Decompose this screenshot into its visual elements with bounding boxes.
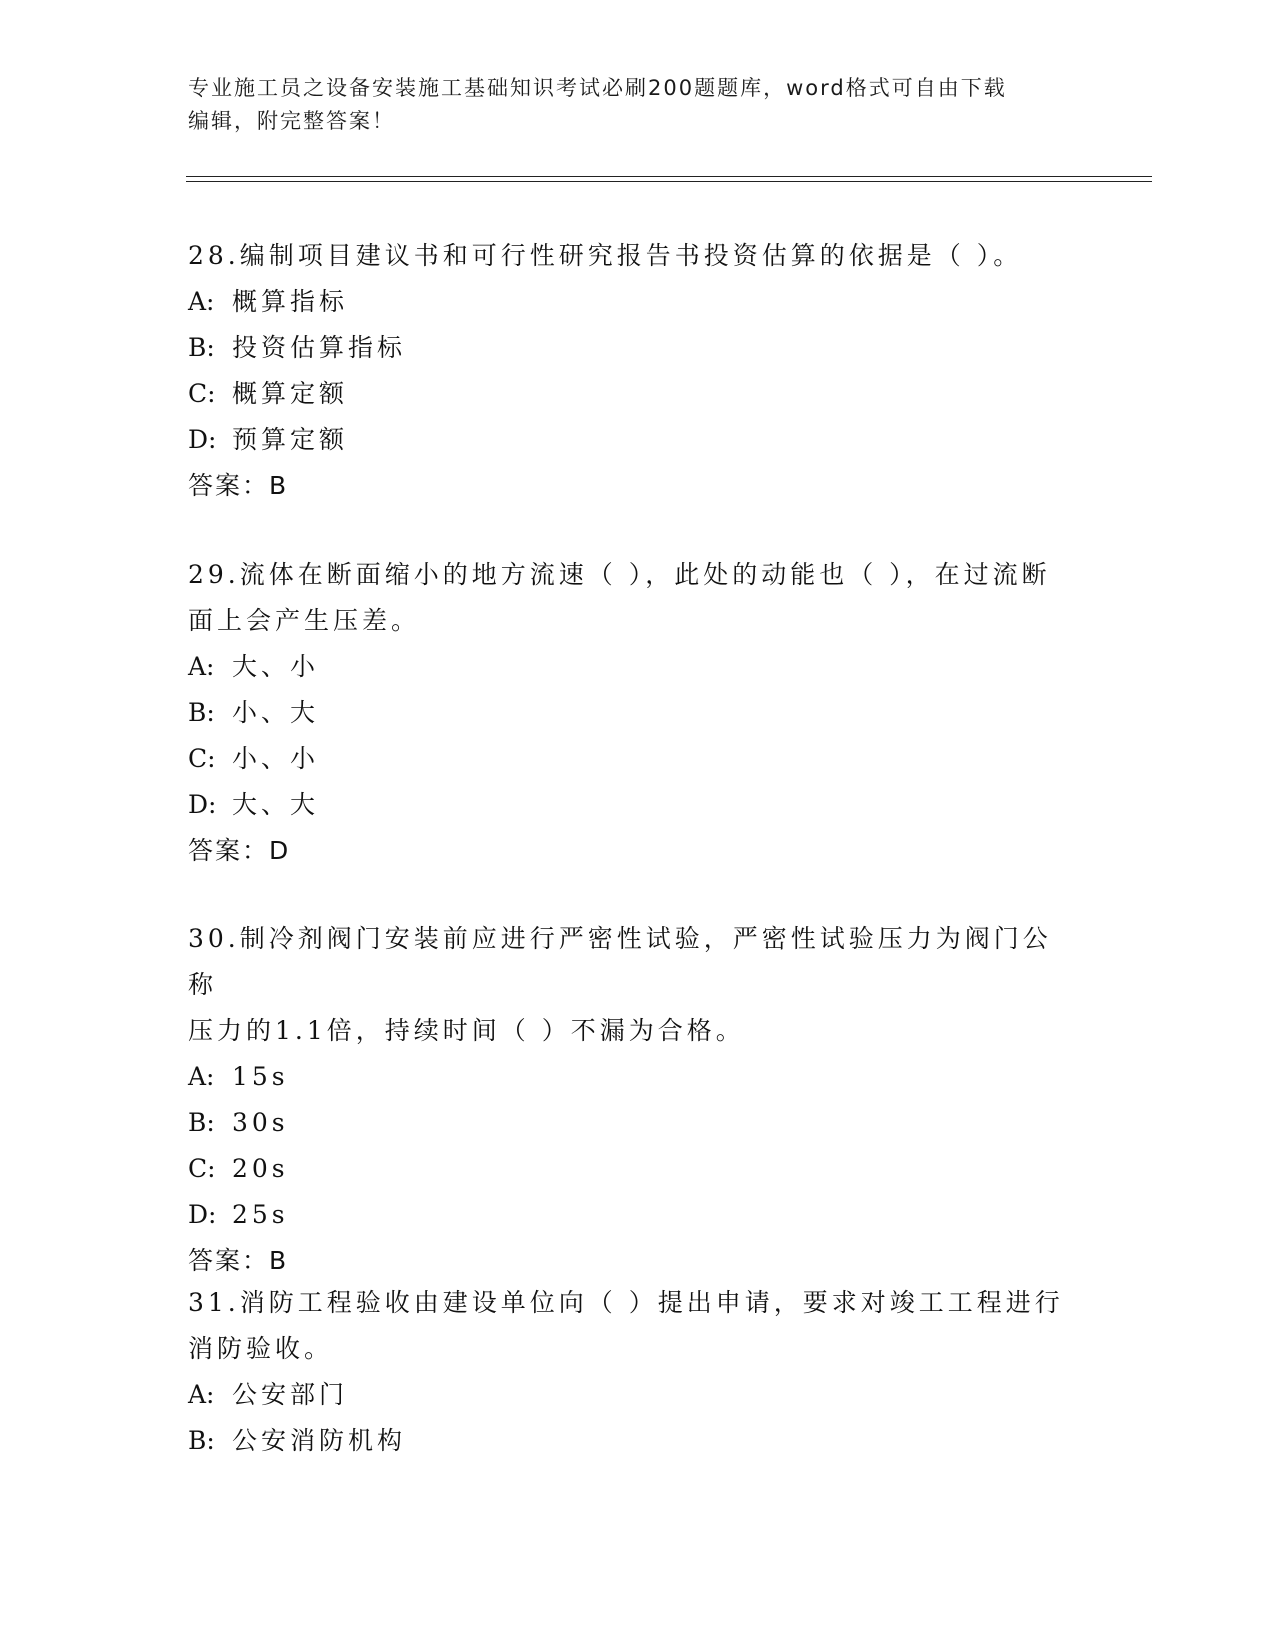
question-30	[188, 916, 1078, 1284]
option-text: 30s	[232, 1108, 289, 1137]
question-29	[188, 552, 1078, 874]
option-key: D:	[188, 1200, 217, 1229]
question-stem-line-1: 31.消防工程验收由建设单位向（ ）提出申请，要求对竣工工程进行	[188, 1288, 1064, 1317]
option-key: A:	[188, 1380, 215, 1409]
option-key: B:	[188, 333, 215, 362]
option-key: B:	[188, 1108, 215, 1137]
option-b	[188, 1418, 1078, 1464]
option-text: 15s	[232, 1062, 289, 1091]
option-text: 公安部门	[232, 1380, 349, 1409]
option-text: 投资估算指标	[232, 333, 407, 362]
option-a	[188, 1054, 1078, 1100]
question-stem-line-1: 29.流体在断面缩小的地方流速（ ），此处的动能也（ ），在过流断	[188, 560, 1051, 589]
option-key: B:	[188, 698, 215, 727]
option-text: 20s	[232, 1154, 289, 1183]
option-text: 小、大	[232, 698, 320, 727]
option-text: 小、小	[232, 744, 320, 773]
header-title-line-2: 编辑，附完整答案！	[188, 109, 395, 133]
option-text: 概算定额	[232, 379, 349, 408]
answer-label: 答案：B	[188, 471, 289, 500]
header-title-line-1: 专业施工员之设备安装施工基础知识考试必刷200题题库，word格式可自由下载	[188, 76, 1007, 100]
option-d	[188, 782, 1078, 828]
question-28	[188, 233, 1078, 509]
option-key: B:	[188, 1426, 215, 1455]
option-text: 大、大	[232, 790, 320, 819]
option-c	[188, 371, 1078, 417]
question-stem-line-2: 消防验收。	[188, 1334, 334, 1363]
option-text: 公安消防机构	[232, 1426, 407, 1455]
option-key: D:	[188, 790, 217, 819]
question-stem-line-1: 30.制冷剂阀门安装前应进行严密性试验，严密性试验压力为阀门公称	[188, 924, 1052, 999]
option-key: A:	[188, 1062, 215, 1091]
option-key: A:	[188, 652, 215, 681]
header-divider-top	[186, 176, 1152, 177]
option-key: C:	[188, 744, 216, 773]
answer-label: 答案：B	[188, 1246, 289, 1275]
option-b	[188, 1100, 1078, 1146]
question-31	[188, 1280, 1078, 1464]
option-key: C:	[188, 1154, 216, 1183]
option-c	[188, 1146, 1078, 1192]
option-b	[188, 690, 1078, 736]
option-a	[188, 644, 1078, 690]
header-divider-bottom	[186, 181, 1152, 182]
option-text: 25s	[232, 1200, 289, 1229]
option-text: 预算定额	[232, 425, 349, 454]
option-a	[188, 279, 1078, 325]
option-text: 概算指标	[232, 287, 349, 316]
option-key: D:	[188, 425, 217, 454]
question-stem-line-2: 压力的1.1倍，持续时间（ ）不漏为合格。	[188, 1016, 745, 1045]
question-stem-line-2: 面上会产生压差。	[188, 606, 421, 635]
option-a	[188, 1372, 1078, 1418]
option-d	[188, 417, 1078, 463]
document-header	[188, 72, 1078, 138]
option-b	[188, 325, 1078, 371]
answer-label: 答案：D	[188, 836, 291, 865]
question-stem: 28.编制项目建议书和可行性研究报告书投资估算的依据是（ ）。	[188, 241, 1023, 270]
option-c	[188, 736, 1078, 782]
option-key: A:	[188, 287, 215, 316]
option-d	[188, 1192, 1078, 1238]
option-text: 大、小	[232, 652, 320, 681]
option-key: C:	[188, 379, 216, 408]
